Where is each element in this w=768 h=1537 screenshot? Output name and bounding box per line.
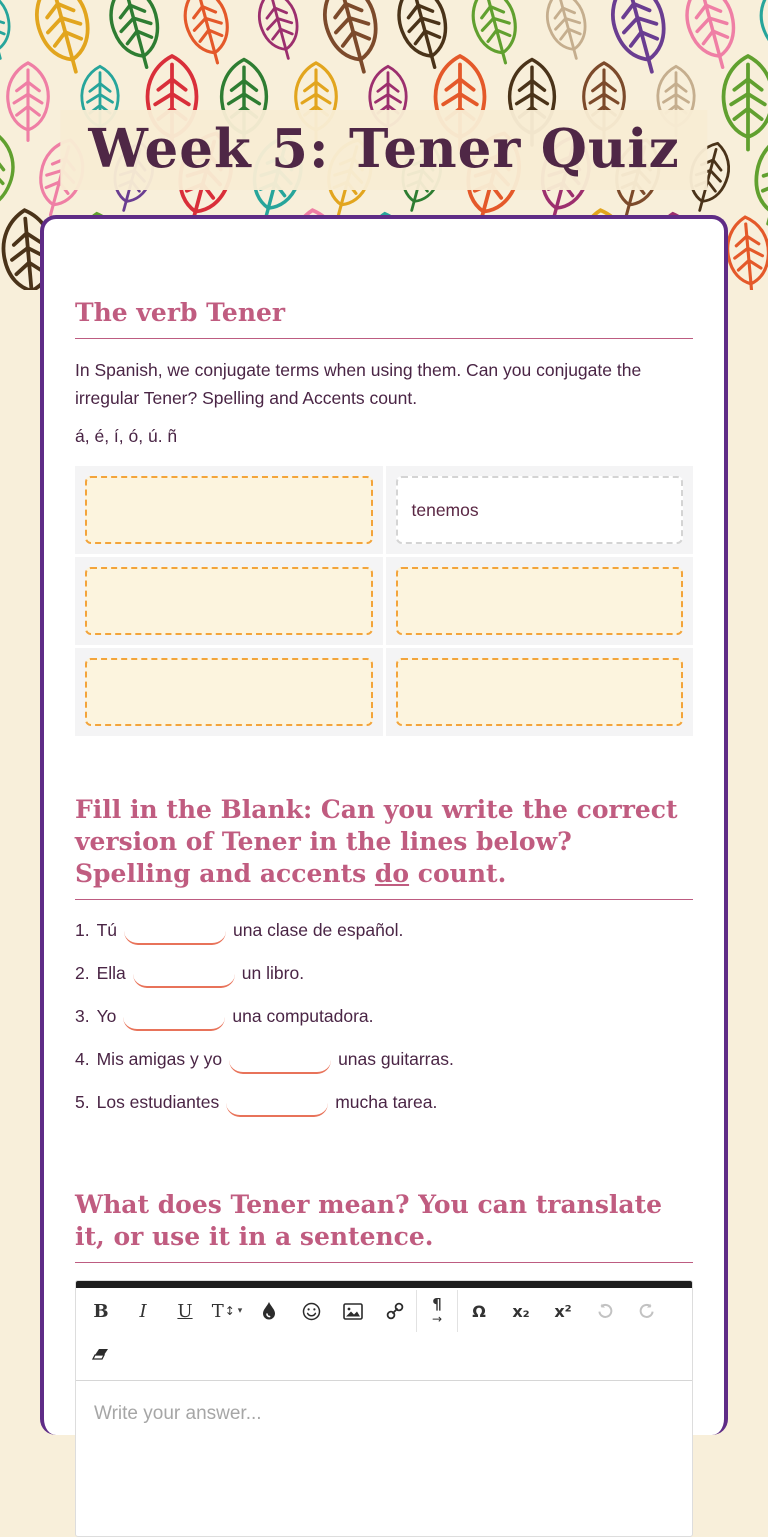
section-translate (75, 1189, 693, 1537)
section-divider (75, 899, 693, 900)
conjugation-table (75, 466, 693, 736)
blank-input-2[interactable] (133, 960, 235, 988)
section-heading-verb: The verb Tener (75, 298, 286, 327)
conjugation-cell (386, 466, 694, 554)
link-icon (385, 1301, 405, 1321)
conjugation-cell (75, 466, 383, 554)
blank-input-3[interactable] (123, 1003, 225, 1031)
emoticons-button[interactable] (290, 1290, 332, 1332)
section-divider (75, 338, 693, 339)
answer-chip[interactable]: tenemos (396, 476, 684, 544)
section-verb-tener (75, 297, 693, 736)
section-description: In Spanish, we conjugate terms when using them. Can you conjugate the irregular Tener? Spelling and Accents count. (75, 360, 642, 408)
smiley-icon (302, 1302, 321, 1321)
chevron-down-icon: ▾ (237, 1306, 243, 1316)
item-number: 5. (75, 1092, 90, 1112)
item-text-after: una clase de español. (233, 920, 404, 940)
item-text-after: una computadora. (232, 1006, 374, 1026)
item-text-before: Ella (96, 963, 126, 983)
subscript-button[interactable]: x₂ (500, 1290, 542, 1332)
item-number: 4. (75, 1049, 90, 1069)
clear-formatting-button[interactable] (80, 1334, 122, 1376)
rich-text-editor (75, 1280, 693, 1537)
redo-button[interactable] (626, 1290, 668, 1332)
item-number: 2. (75, 963, 90, 983)
bold-button[interactable]: B (80, 1290, 122, 1332)
section-heading-translate: What does Tener mean? You can translate it, or use it in a sentence. (75, 1190, 663, 1251)
font-size-button[interactable]: T ↕ ▾ (206, 1290, 248, 1332)
underlined-word: do (374, 859, 410, 888)
editor-toolbar-row-2 (76, 1332, 692, 1380)
section-heading-fill: Fill in the Blank: Can you write the correct version of Tener in the lines below? Spelling and accents do count. (75, 795, 678, 888)
right-arrow-icon: → (431, 1312, 443, 1326)
superscript-button[interactable]: x² (542, 1290, 584, 1332)
fill-item-4 (75, 1046, 693, 1074)
blank-input-1[interactable] (124, 917, 226, 945)
page-title: Week 5: Tener Quiz (88, 118, 680, 180)
item-text-before: Yo (96, 1006, 117, 1026)
item-text-before: Tú (96, 920, 118, 940)
item-text-after: mucha tarea. (335, 1092, 438, 1112)
fill-item-3 (75, 1003, 693, 1031)
blank-input-5[interactable] (226, 1089, 328, 1117)
insert-image-button[interactable] (332, 1290, 374, 1332)
conjugation-cell (75, 648, 383, 736)
italic-button[interactable]: I (122, 1290, 164, 1332)
undo-button[interactable] (584, 1290, 626, 1332)
item-number: 1. (75, 920, 90, 940)
answer-dropzone[interactable] (85, 658, 373, 726)
item-text-after: un libro. (241, 963, 305, 983)
blank-input-4[interactable] (229, 1046, 331, 1074)
fill-item-1 (75, 917, 693, 945)
accent-characters-hint: á, é, í, ó, ú. ñ (75, 426, 178, 446)
editor-toolbar-row-1 (76, 1288, 692, 1332)
text-color-button[interactable] (248, 1290, 290, 1332)
item-text-before: Mis amigas y yo (96, 1049, 223, 1069)
droplet-icon (261, 1301, 277, 1321)
answer-dropzone[interactable] (85, 567, 373, 635)
worksheet-title-band (60, 110, 707, 190)
item-text-before: Los estudiantes (96, 1092, 220, 1112)
answer-dropzone[interactable] (396, 567, 684, 635)
answer-textarea[interactable] (76, 1381, 692, 1531)
paragraph-format-button[interactable]: ¶ → (416, 1290, 458, 1332)
fill-item-5 (75, 1089, 693, 1117)
conjugation-cell (386, 648, 694, 736)
editor-content-area (76, 1381, 692, 1536)
image-icon (343, 1303, 363, 1320)
undo-icon (596, 1302, 614, 1320)
redo-icon (638, 1302, 656, 1320)
eraser-icon (91, 1347, 111, 1363)
fill-item-2 (75, 960, 693, 988)
editor-top-bar (76, 1281, 692, 1288)
answer-dropzone[interactable] (85, 476, 373, 544)
insert-link-button[interactable] (374, 1290, 416, 1332)
conjugation-cell (386, 557, 694, 645)
item-number: 3. (75, 1006, 90, 1026)
section-divider (75, 1262, 693, 1263)
special-characters-button[interactable]: Ω (458, 1290, 500, 1332)
worksheet-card (40, 215, 728, 1435)
item-text-after: unas guitarras. (338, 1049, 454, 1069)
conjugation-cell (75, 557, 383, 645)
underline-button[interactable]: U (164, 1290, 206, 1332)
section-fill-in-blank (75, 794, 693, 1117)
answer-dropzone[interactable] (396, 658, 684, 726)
